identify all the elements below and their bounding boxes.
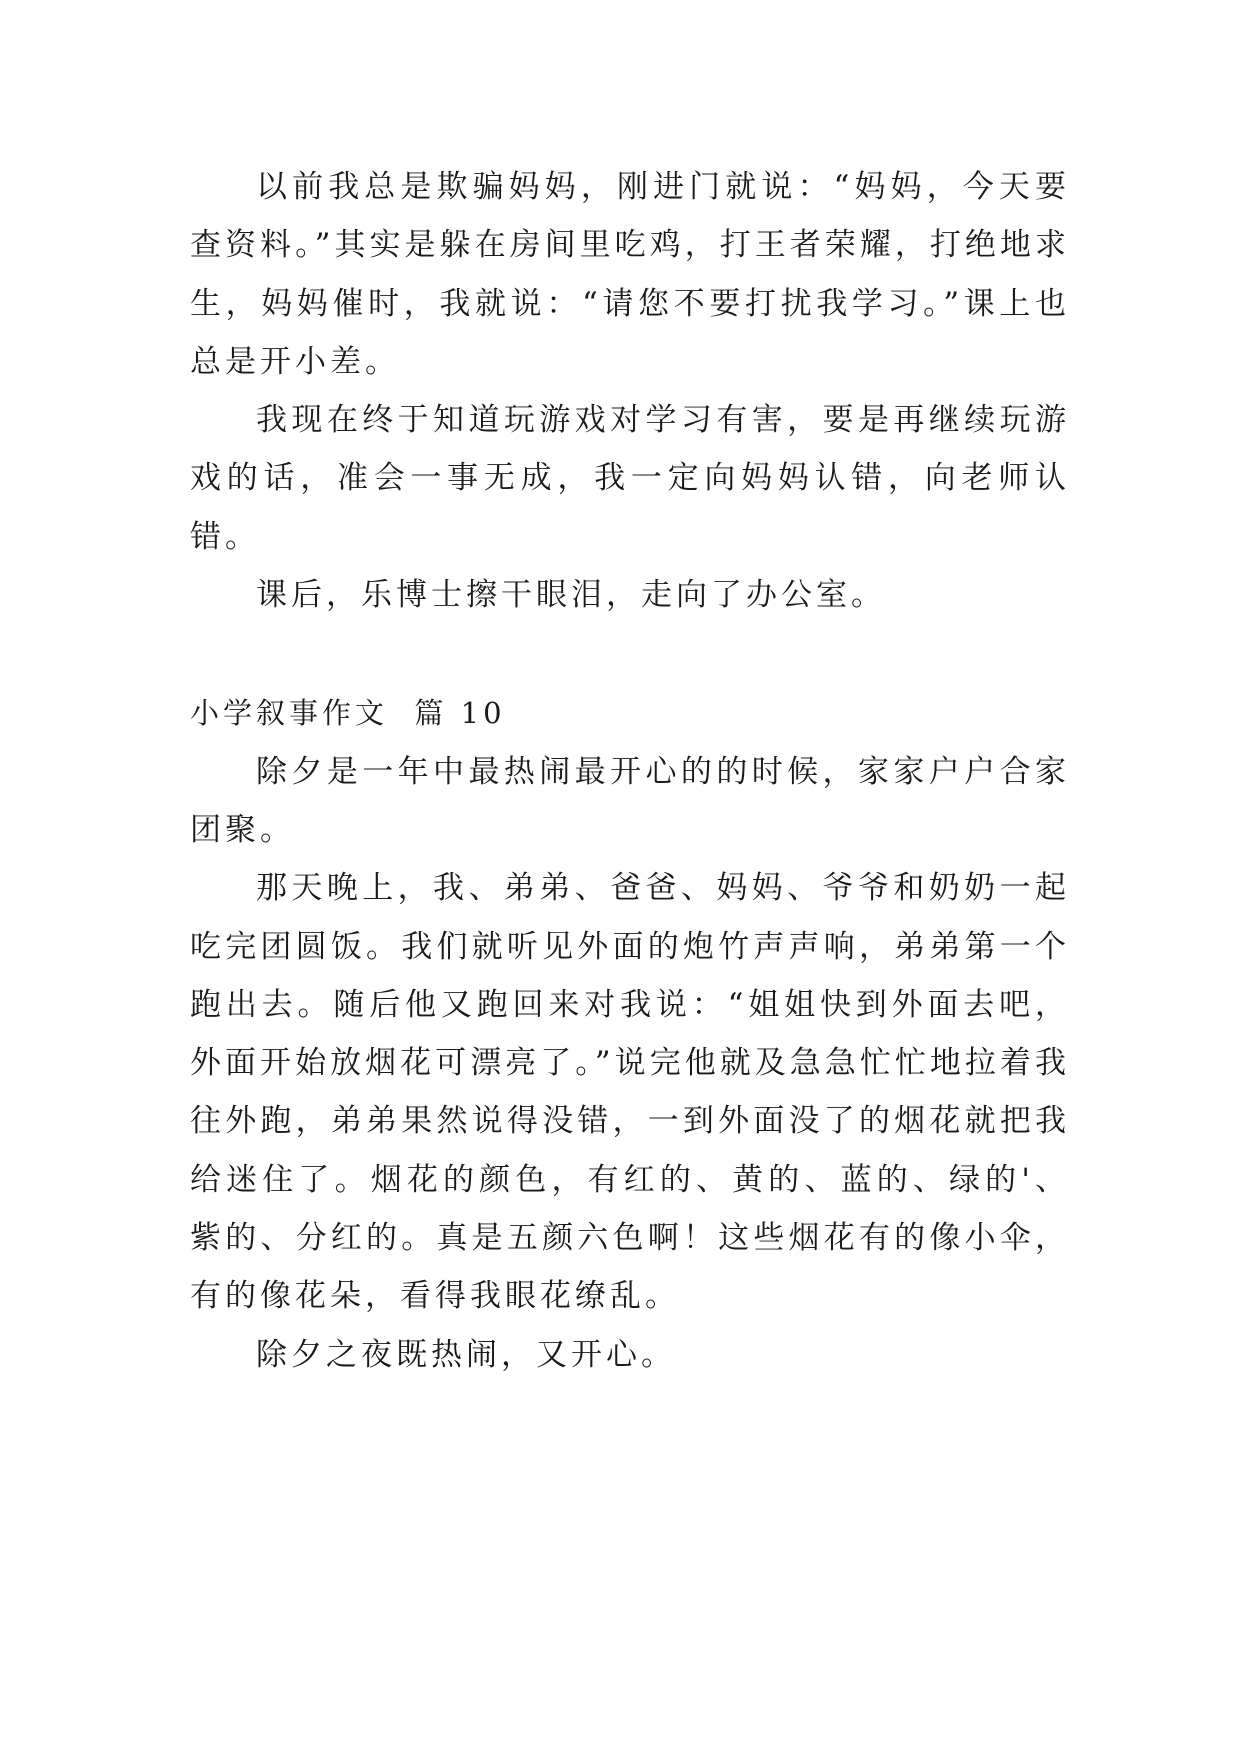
paragraph-after-class: 课后，乐博士擦干眼泪，走向了办公室。 [256,577,886,614]
paragraph-lying-to-mom: 以前我总是欺骗妈妈，刚进门就说：“妈妈，今天要查资料。”其实是躲在房间里吃鸡，打王者荣耀，打绝地求生，妈妈催时，我就说：“请您不要打扰我学习。”课上也总是开小差。 [190,169,1070,380]
paragraph-fireworks: 那天晚上，我、弟弟、爸爸、妈妈、爷爷和奶奶一起吃完团圆饭。我们就听见外面的炮竹声声响，弟弟第一个跑出去。随后他又跑回来对我说：“姐姐快到外面去吧，外面开始放烟花可漂亮了。”说完他就及急急忙忙地拉着我往外跑，弟弟果然说得没错，一到外面没了的烟花就把我给迷住了。烟花的颜色，有红的、黄的、蓝的、绿的'、紫的、分红的。真是五颜六色啊！这些烟花有的像小伞，有的像花朵，看得我眼花缭乱。 [190,870,1070,1315]
paragraph-conclusion: 除夕之夜既热闹，又开心。 [256,1336,676,1373]
paragraph-new-years-eve-intro: 除夕是一年中最热闹最开心的的时候，家家户户合家团聚。 [190,753,1070,848]
section-spacer [190,624,1070,684]
paragraph-games-harmful: 我现在终于知道玩游戏对学习有害，要是再继续玩游戏的话，准会一事无成，我一定向妈妈认错，向老师认错。 [190,402,1070,555]
document-body [190,158,1070,1384]
section-heading: 小学叙事作文 篇 10 [190,696,506,731]
